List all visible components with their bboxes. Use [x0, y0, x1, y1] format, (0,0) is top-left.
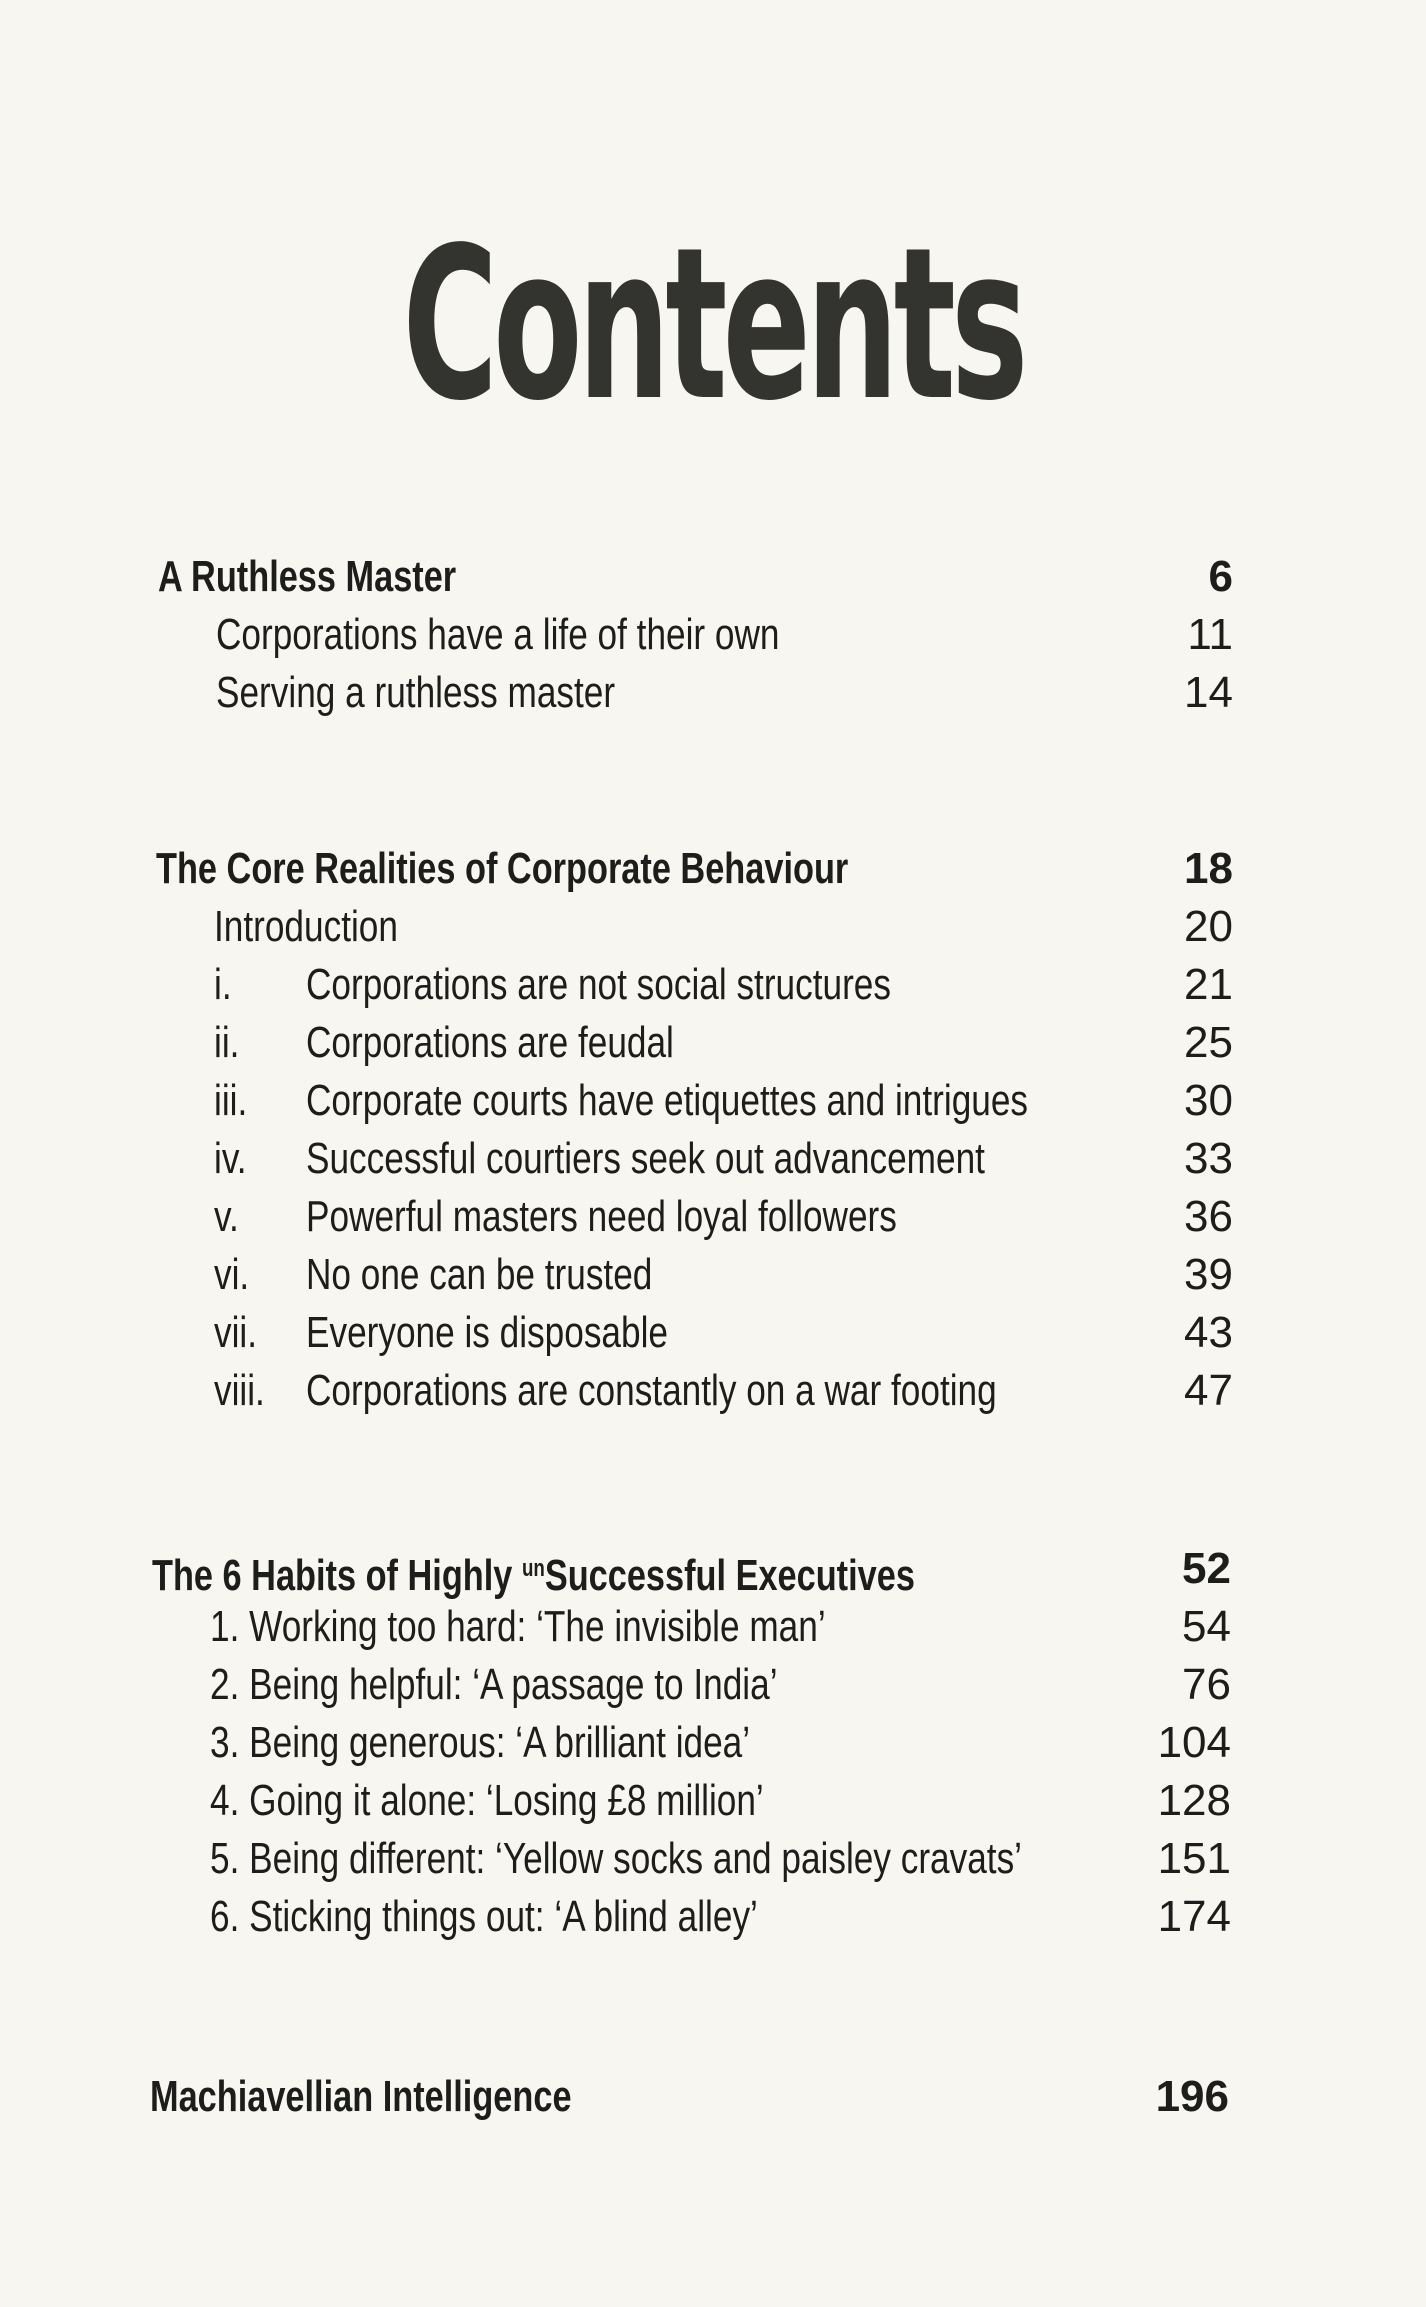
toc-page-number: 174 [1157, 1892, 1231, 1941]
toc-entry-label: Corporations are feudal [306, 1018, 674, 1067]
toc-entry-label: Successful courtiers seek out advancement [306, 1134, 985, 1183]
toc-entry[interactable] [210, 1830, 1231, 1888]
toc-entry[interactable] [210, 1598, 1231, 1656]
toc-page-number: 14 [1184, 668, 1233, 717]
toc-entry-label: 1. Working too hard: ‘The invisible man’ [210, 1602, 826, 1651]
toc-heading-label: Machiavellian Intelligence [150, 2072, 572, 2121]
toc-page-number: 76 [1182, 1660, 1231, 1709]
toc-entry-label: 4. Going it alone: ‘Losing £8 million’ [210, 1776, 764, 1825]
toc-entry[interactable] [214, 1304, 1233, 1362]
toc-entry-label: 5. Being different: ‘Yellow socks and paisley cravats’ [210, 1834, 1023, 1883]
toc-page-number: 6 [1208, 552, 1233, 601]
toc-heading-machiavellian[interactable] [150, 2068, 1229, 2126]
toc-page-number: 36 [1184, 1192, 1233, 1241]
toc-page-number: 33 [1184, 1134, 1233, 1183]
toc-entry-label: Powerful masters need loyal followers [306, 1192, 897, 1241]
toc-heading-label: A Ruthless Master [158, 552, 457, 601]
toc-entry[interactable] [210, 1656, 1231, 1714]
toc-page-number: 52 [1182, 1544, 1231, 1593]
toc-entry-label: Corporations are not social structures [306, 960, 891, 1009]
toc-page-number: 25 [1184, 1018, 1233, 1067]
toc-page-number: 54 [1182, 1602, 1231, 1651]
toc-entry[interactable] [214, 1188, 1233, 1246]
toc-entry-numeral: vi. [214, 1250, 250, 1299]
toc-entry-label: Introduction [214, 902, 398, 951]
toc-entry-label: Corporations are constantly on a war footing [306, 1366, 997, 1415]
toc-heading-label-pre: The 6 Habits of Highly [152, 1551, 522, 1600]
toc-page-number: 196 [1155, 2072, 1229, 2121]
toc-entry[interactable] [214, 956, 1233, 1014]
toc-entry[interactable] [214, 1014, 1233, 1072]
toc-entry-numeral: vii. [214, 1308, 258, 1357]
toc-entry-label: 3. Being generous: ‘A brilliant idea’ [210, 1718, 751, 1767]
toc-entry-numeral: iii. [214, 1076, 248, 1125]
toc-entry-label: Serving a ruthless master [216, 668, 616, 717]
toc-heading-label-post: Successful Executives [544, 1551, 915, 1600]
toc-entry[interactable] [214, 1362, 1233, 1420]
toc-page-number: 20 [1184, 902, 1233, 951]
toc-entry[interactable] [214, 898, 1233, 956]
toc-entry-numeral: v. [214, 1192, 239, 1241]
toc-page-number: 11 [1187, 610, 1233, 659]
toc-heading-superscript: un [521, 1555, 545, 1582]
toc-heading-core-realities[interactable] [156, 840, 1233, 898]
toc-entry[interactable] [216, 664, 1233, 722]
toc-page-number: 43 [1184, 1308, 1233, 1357]
toc-entry[interactable] [210, 1714, 1231, 1772]
toc-heading-label [152, 1540, 915, 1605]
toc-entry[interactable] [214, 1130, 1233, 1188]
toc-entry-label: Corporations have a life of their own [216, 610, 780, 659]
toc-heading-label: The Core Realities of Corporate Behaviour [156, 844, 849, 893]
toc-entry[interactable] [214, 1072, 1233, 1130]
toc-entry-label: Everyone is disposable [306, 1308, 668, 1357]
toc-page-number: 104 [1157, 1718, 1231, 1767]
toc-entry[interactable] [214, 1246, 1233, 1304]
toc-page-number: 18 [1184, 844, 1233, 893]
toc-page-number: 21 [1184, 960, 1233, 1009]
toc-page-number: 30 [1184, 1076, 1233, 1125]
toc-entry-label: No one can be trusted [306, 1250, 653, 1299]
toc-heading-six-habits[interactable] [152, 1540, 1231, 1598]
toc-entry-label: 6. Sticking things out: ‘A blind alley’ [210, 1892, 758, 1941]
toc-entry-numeral: viii. [214, 1366, 265, 1415]
toc-heading-ruthless-master[interactable] [158, 548, 1233, 606]
toc-page-number: 151 [1157, 1834, 1231, 1883]
toc-entry-label: Corporate courts have etiquettes and intrigues [306, 1076, 1029, 1125]
toc-entry-numeral: iv. [214, 1134, 247, 1183]
toc-entry-numeral: i. [214, 960, 232, 1009]
toc-entry-numeral: ii. [214, 1018, 240, 1067]
toc-entry-label: 2. Being helpful: ‘A passage to India’ [210, 1660, 778, 1709]
toc-entry[interactable] [210, 1772, 1231, 1830]
toc-page-number: 128 [1157, 1776, 1231, 1825]
toc-entry[interactable] [210, 1888, 1231, 1946]
toc-entry[interactable] [216, 606, 1233, 664]
page-title: Contents [402, 202, 1024, 447]
toc-page-number: 39 [1184, 1250, 1233, 1299]
toc-page-number: 47 [1184, 1366, 1233, 1415]
